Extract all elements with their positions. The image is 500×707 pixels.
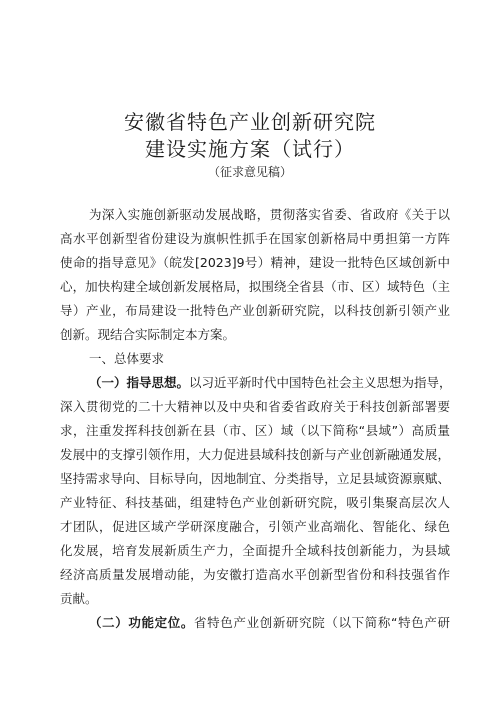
para1-line: 才团队，促进区域产学研深度融合，引领产业高端化、智能化、绿色 [60,519,450,534]
document-title-line1: 安徽省特色产业创新研究院 [124,110,376,134]
para2-label: （二）功能定位。 [89,615,195,630]
para2-first-line-text: 省特色产业创新研究院（以下简称“特色产研 [194,615,450,630]
intro-line: 创新。现结合实际制定本方案。 [60,327,236,342]
para1-line: 产业特征、科技基础，组建特色产业创新研究院，吸引集聚高层次人 [60,495,450,510]
para2-first-line [89,615,450,631]
intro-line: 使命的指导意见》（皖发[2023]9号）精神，建设一批特色区域创新中 [60,255,450,270]
para1-line: 坚持需求导向、目标导向，因地制宜、分类指导，立足县域资源禀赋、 [60,471,450,486]
para1-line: 经济高质量发展增动能，为安徽打造高水平创新型省份和科技强省作 [60,567,450,582]
intro-line: 高水平创新型省份建设为旗帜性抓手在国家创新格局中勇担第一方阵 [60,231,450,246]
intro-line: 心，加快构建全域创新发展格局，拟围绕全省县（市、区）域特色（主 [60,279,450,294]
para1-line: 求，注重发挥科技创新在县（市、区）域（以下简称“县域”）高质量 [60,423,450,438]
para1-first-line-text: 以习近平新时代中国特色社会主义思想为指导， [189,375,452,390]
para1-label: （一）指导思想。 [89,375,190,390]
section-heading: 一、总体要求 [89,351,165,366]
document-subtitle: （征求意见稿） [207,165,292,179]
para1-first-line [89,375,450,391]
para1-line: 发展中的支撑引领作用，大力促进县域科技创新与产业创新融通发展， [60,447,450,462]
para1-line: 化发展，培育发展新质生产力，全面提升全域科技创新能力，为县域 [60,543,450,558]
intro-line: 导）产业，布局建设一批特色产业创新研究院，以科技创新引领产业 [60,303,450,318]
document-title-line2: 建设实施方案（试行） [145,137,355,161]
intro-line: 为深入实施创新驱动发展战略，贯彻落实省委、省政府《关于以 [89,207,450,222]
para1-line: 贡献。 [60,591,98,606]
para1-line: 深入贯彻党的二十大精神以及中央和省委省政府关于科技创新部署要 [60,399,450,414]
